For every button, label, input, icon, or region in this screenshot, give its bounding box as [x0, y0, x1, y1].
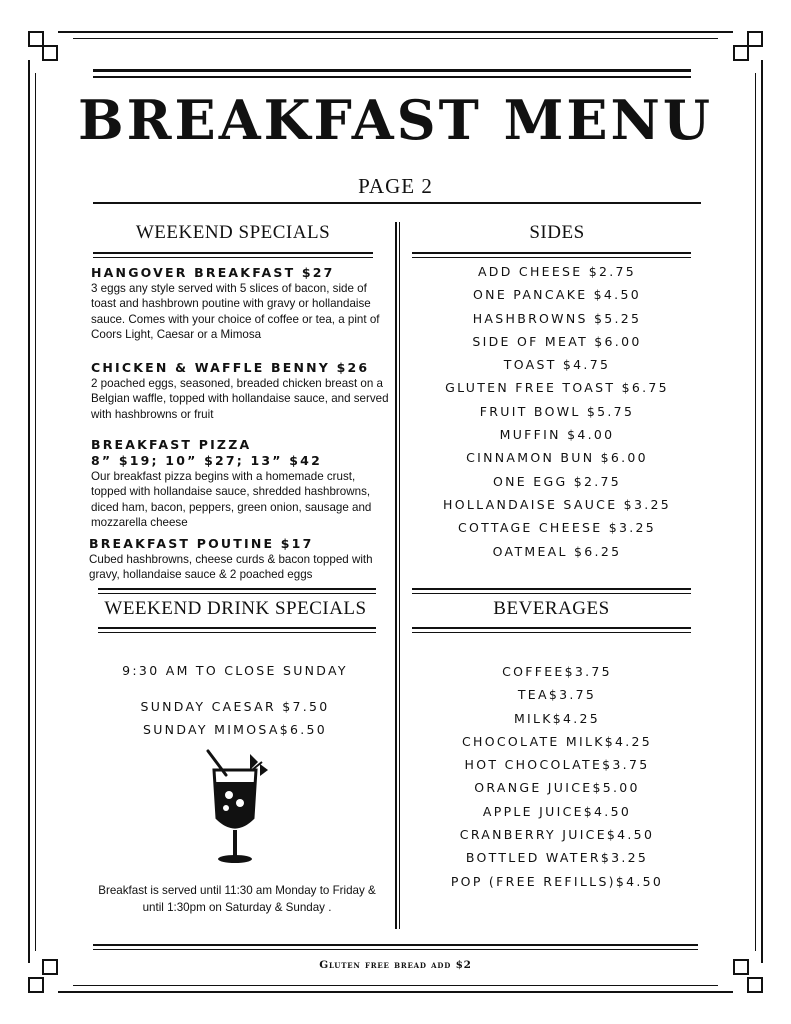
sides-item: MUFFIN $4.00 [499, 427, 615, 443]
sides-item: FRUIT BOWL $5.75 [479, 403, 635, 419]
menu-title: BREAKFAST MENU [78, 88, 713, 152]
special-title: BREAKFAST POUTINE $17 [89, 536, 314, 551]
sides-item: GLUTEN FREE TOAST $6.75 [445, 380, 669, 396]
drink-special-item: SUNDAY MIMOSA$6.50 [142, 722, 328, 737]
breakfast-hours-note: Breakfast is served until 11:30 am Monday to Friday & until 1:30pm on Saturday & Sunday . [98, 884, 376, 914]
sides-heading: SIDES [529, 222, 585, 243]
beverages-item: TEA$3.75 [517, 687, 597, 703]
beverages-item: MILK$4.25 [513, 710, 601, 726]
special-description: 3 eggs any style served with 5 slices of bacon, side of toast and hashbrown poutine with gravy or hollandaise sauce. Comes with your choice of coffee or tea, a pint of Coors Light, Caesar or a Mimosa [91, 282, 380, 341]
beverages-item: CRANBERRY JUICE$4.50 [459, 827, 655, 843]
special-title: HANGOVER BREAKFAST $27 [91, 265, 335, 280]
sides-item: TOAST $4.75 [503, 357, 611, 373]
weekend-specials-heading: WEEKEND SPECIALS [135, 222, 331, 243]
beverages-item: APPLE JUICE$4.50 [482, 803, 632, 819]
sides-item: HASHBROWNS $5.25 [472, 310, 642, 326]
special-item [89, 536, 394, 583]
sides-item: OATMEAL $6.25 [492, 543, 622, 559]
beverages-item: BOTTLED WATER$3.25 [465, 850, 649, 866]
beverages-item: CHOCOLATE MILK$4.25 [462, 733, 652, 749]
beverages-list [412, 660, 702, 893]
drink-specials-time: 9:30 AM TO CLOSE SUNDAY [122, 663, 348, 678]
beverages-item: HOT CHOCOLATE$3.75 [464, 757, 650, 773]
sides-item: CINNAMON BUN $6.00 [466, 450, 648, 466]
special-item [91, 360, 391, 422]
sides-item: HOLLANDAISE SAUCE $3.25 [443, 496, 671, 512]
page-subtitle: PAGE 2 [358, 174, 433, 198]
sides-item: SIDE OF MEAT $6.00 [472, 333, 642, 349]
special-item [91, 437, 391, 530]
special-description: 2 poached eggs, seasoned, breaded chicken breast on a Belgian waffle, topped with hollandaise sauce, and served with hashbrowns or fruit [91, 377, 389, 421]
beverages-item: ORANGE JUICE$5.00 [474, 780, 640, 796]
sides-item: COTTAGE CHEESE $3.25 [457, 520, 657, 536]
gluten-free-note: Gluten free bread add $2 [319, 959, 472, 971]
drink-special-item: SUNDAY CAESAR $7.50 [140, 699, 330, 714]
special-description: Our breakfast pizza begins with a homemade crust, topped with hollandaise sauce, shredded hashbrowns, diced ham, bacon, peppers, green onion, sausage and mozzarella cheese [91, 470, 372, 529]
sides-item: ONE PANCAKE $4.50 [473, 287, 641, 303]
cocktail-glass-icon [204, 748, 274, 864]
special-title: BREAKFAST PIZZA [91, 437, 252, 452]
beverages-heading: BEVERAGES [493, 598, 610, 619]
special-description: Cubed hashbrowns, cheese curds & bacon topped with gravy, hollandaise sauce & 2 poached eggs [89, 553, 373, 582]
sides-item: ADD CHEESE $2.75 [477, 264, 637, 279]
sides-item: ONE EGG $2.75 [493, 473, 621, 489]
weekend-drink-specials-heading: WEEKEND DRINK SPECIALS [104, 598, 367, 619]
special-item [91, 265, 391, 342]
beverages-item: COFFEE$3.75 [502, 664, 612, 679]
sides-list [412, 260, 702, 563]
special-sizes: 8” $19; 10” $27; 13” $42 [91, 453, 322, 468]
special-title: CHICKEN & WAFFLE BENNY $26 [91, 360, 370, 375]
beverages-item: POP (FREE REFILLS)$4.50 [450, 873, 664, 889]
